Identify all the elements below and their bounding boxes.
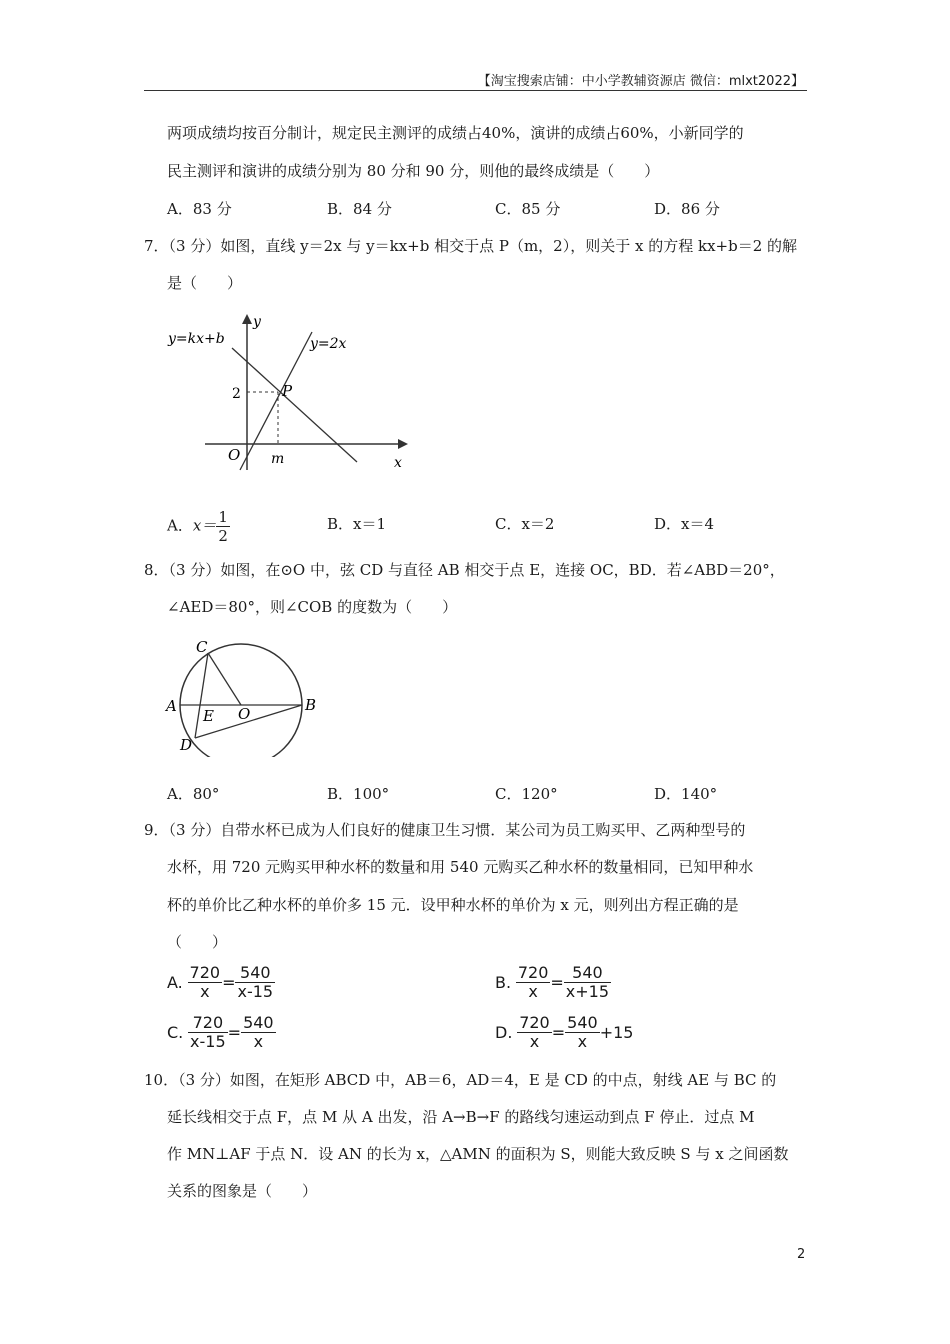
q7-option-a-denominator: 2 — [218, 527, 228, 545]
q8-label-o: O — [238, 705, 251, 723]
q9-option-c-frac-left — [188, 1014, 228, 1051]
q9-b-d2: x+15 — [565, 982, 610, 1001]
q9-d-n2: 540 — [567, 1013, 598, 1032]
q10-stem-line-4: 关系的图象是（ ） — [167, 1182, 318, 1200]
q9-b-d1: x — [528, 982, 538, 1001]
q9-option-b-frac-right — [564, 964, 611, 1001]
q9-c-eq: = — [227, 1023, 242, 1042]
q7-stem-line-1: 7．（3 分）如图，直线 y＝2x 与 y＝kx+b 相交于点 P（m，2），则关于 x 的方程 kx+b＝2 的解 — [144, 237, 798, 255]
q9-b-n1: 720 — [517, 963, 549, 982]
q6-option-c: C．85 分 — [495, 200, 561, 218]
q9-option-c-frac-right — [241, 1014, 276, 1051]
q7-tick-2: 2 — [232, 386, 241, 402]
q9-option-b-frac-left — [516, 964, 551, 1001]
q8-circle — [180, 644, 302, 757]
q7-label-2x: y=2x — [310, 336, 347, 352]
page-header: 【淘宝搜索店铺：中小学教辅资源店 微信：mlxt2022】 — [477, 74, 804, 89]
q9-option-c-label: C. — [167, 1023, 184, 1042]
q8-stem-line-2: ∠AED＝80°，则∠COB 的度数为（ ） — [167, 598, 458, 616]
q8-chord-cd — [195, 653, 208, 738]
q8-option-d: D．140° — [654, 785, 718, 803]
q7-stem-line-2: 是（ ） — [167, 274, 243, 292]
q8-label-c: C — [196, 638, 208, 656]
q7-label-origin: O — [228, 446, 241, 464]
q7-figure — [160, 310, 420, 480]
q8-figure — [162, 632, 327, 757]
q10-stem-line-1: 10．（3 分）如图，在矩形 ABCD 中，AB＝6，AD＝4，E 是 CD 的中点，射线 AE 与 BC 的 — [144, 1071, 777, 1089]
q9-d-d1: x — [529, 1032, 540, 1051]
q9-b-n2: 540 — [564, 964, 611, 983]
q7-line-y-2x — [240, 332, 312, 470]
q7-option-a — [167, 508, 230, 545]
q7-option-d: D．x＝4 — [654, 515, 715, 533]
header-rule — [144, 90, 807, 91]
q7-y-arrow-icon — [242, 314, 252, 324]
q9-option-a — [167, 964, 275, 1001]
q8-option-c: C．120° — [495, 785, 558, 803]
q7-option-a-numerator: 1 — [218, 508, 228, 526]
q9-d-d2: x — [577, 1032, 588, 1051]
q7-label-y: y — [253, 314, 261, 330]
q6-line-2: 民主测评和演讲的成绩分别为 80 分和 90 分，则他的最终成绩是（ ） — [167, 162, 660, 180]
q9-stem-line-3: 杯的单价比乙种水杯的单价多 15 元．设甲种水杯的单价为 x 元，则列出方程正确的是 — [167, 896, 739, 914]
q9-option-c — [167, 1014, 276, 1051]
q9-a-d2: x-15 — [237, 982, 274, 1001]
q9-stem-line-1: 9．（3 分）自带水杯已成为人们良好的健康卫生习惯．某公司为员工购买甲、乙两种型号的 — [144, 821, 746, 839]
q9-option-a-frac-right — [235, 964, 275, 1001]
q6-option-a: A．83 分 — [167, 200, 232, 218]
q6-line-1: 两项成绩均按百分制计，规定民主测评的成绩占40%，演讲的成绩占60%，小新同学的 — [167, 124, 744, 142]
q9-a-eq: = — [222, 973, 236, 992]
q7-label-kx-b: y=kx+b — [168, 331, 225, 347]
q9-d-eq: = — [551, 1023, 566, 1042]
q7-tick-m: m — [271, 451, 285, 467]
q9-c-d2: x — [253, 1032, 264, 1051]
q9-stem-line-2: 水杯，用 720 元购买甲种水杯的数量和用 540 元购买乙种水杯的数量相同，已知甲种水 — [167, 858, 754, 876]
q9-option-a-frac-left — [188, 964, 223, 1001]
q9-d-tail: +15 — [599, 1023, 634, 1042]
q8-label-b: B — [305, 696, 317, 714]
q9-c-n1: 720 — [188, 1014, 228, 1033]
q8-label-e: E — [203, 707, 214, 725]
q8-option-a: A．80° — [167, 785, 220, 803]
q9-a-n1: 720 — [189, 963, 221, 982]
q9-stem-line-4: （ ） — [167, 933, 228, 951]
q9-option-d-label: D. — [495, 1023, 513, 1042]
q8-segment-oc — [208, 653, 241, 705]
q10-stem-line-3: 作 MN⊥AF 于点 N．设 AN 的长为 x，△AMN 的面积为 S，则能大致反映 S 与 x 之间函数 — [167, 1145, 789, 1163]
q9-option-d-frac-left — [517, 1014, 552, 1051]
page-number: 2 — [797, 1247, 806, 1262]
q9-option-a-label: A. — [167, 973, 183, 992]
q9-option-d — [495, 1014, 633, 1051]
q9-c-n2: 540 — [243, 1013, 274, 1032]
q9-a-d1: x — [200, 982, 210, 1001]
q9-option-b — [495, 964, 611, 1001]
q7-x-arrow-icon — [398, 439, 408, 449]
q8-label-d: D — [180, 736, 193, 754]
q7-option-c: C．x＝2 — [495, 515, 555, 533]
q8-label-a: A — [166, 697, 177, 715]
q9-option-d-frac-right — [565, 1014, 600, 1051]
q8-stem-line-1: 8．（3 分）如图，在⊙O 中，弦 CD 与直径 AB 相交于点 E，连接 OC，BD．若∠ABD＝20°， — [144, 561, 785, 579]
q9-b-eq: = — [550, 973, 564, 992]
q9-a-n2: 540 — [235, 964, 275, 983]
q9-d-n1: 720 — [519, 1013, 550, 1032]
q7-option-a-prefix: A． — [167, 516, 193, 535]
q7-option-a-fraction — [216, 508, 230, 545]
q7-label-p: P — [282, 382, 293, 400]
q6-option-b: B．84 分 — [327, 200, 392, 218]
q8-option-b: B．100° — [327, 785, 390, 803]
q9-c-d1: x-15 — [190, 1032, 226, 1051]
q6-option-d: D．86 分 — [654, 200, 720, 218]
q7-option-a-var: x＝ — [192, 516, 217, 535]
q7-label-x: x — [394, 455, 402, 471]
q10-stem-line-2: 延长线相交于点 F，点 M 从 A 出发，沿 A→B→F 的路线匀速运动到点 F 停止．过点 M — [167, 1108, 755, 1126]
q7-option-b: B．x＝1 — [327, 515, 387, 533]
q9-option-b-label: B. — [495, 973, 512, 992]
